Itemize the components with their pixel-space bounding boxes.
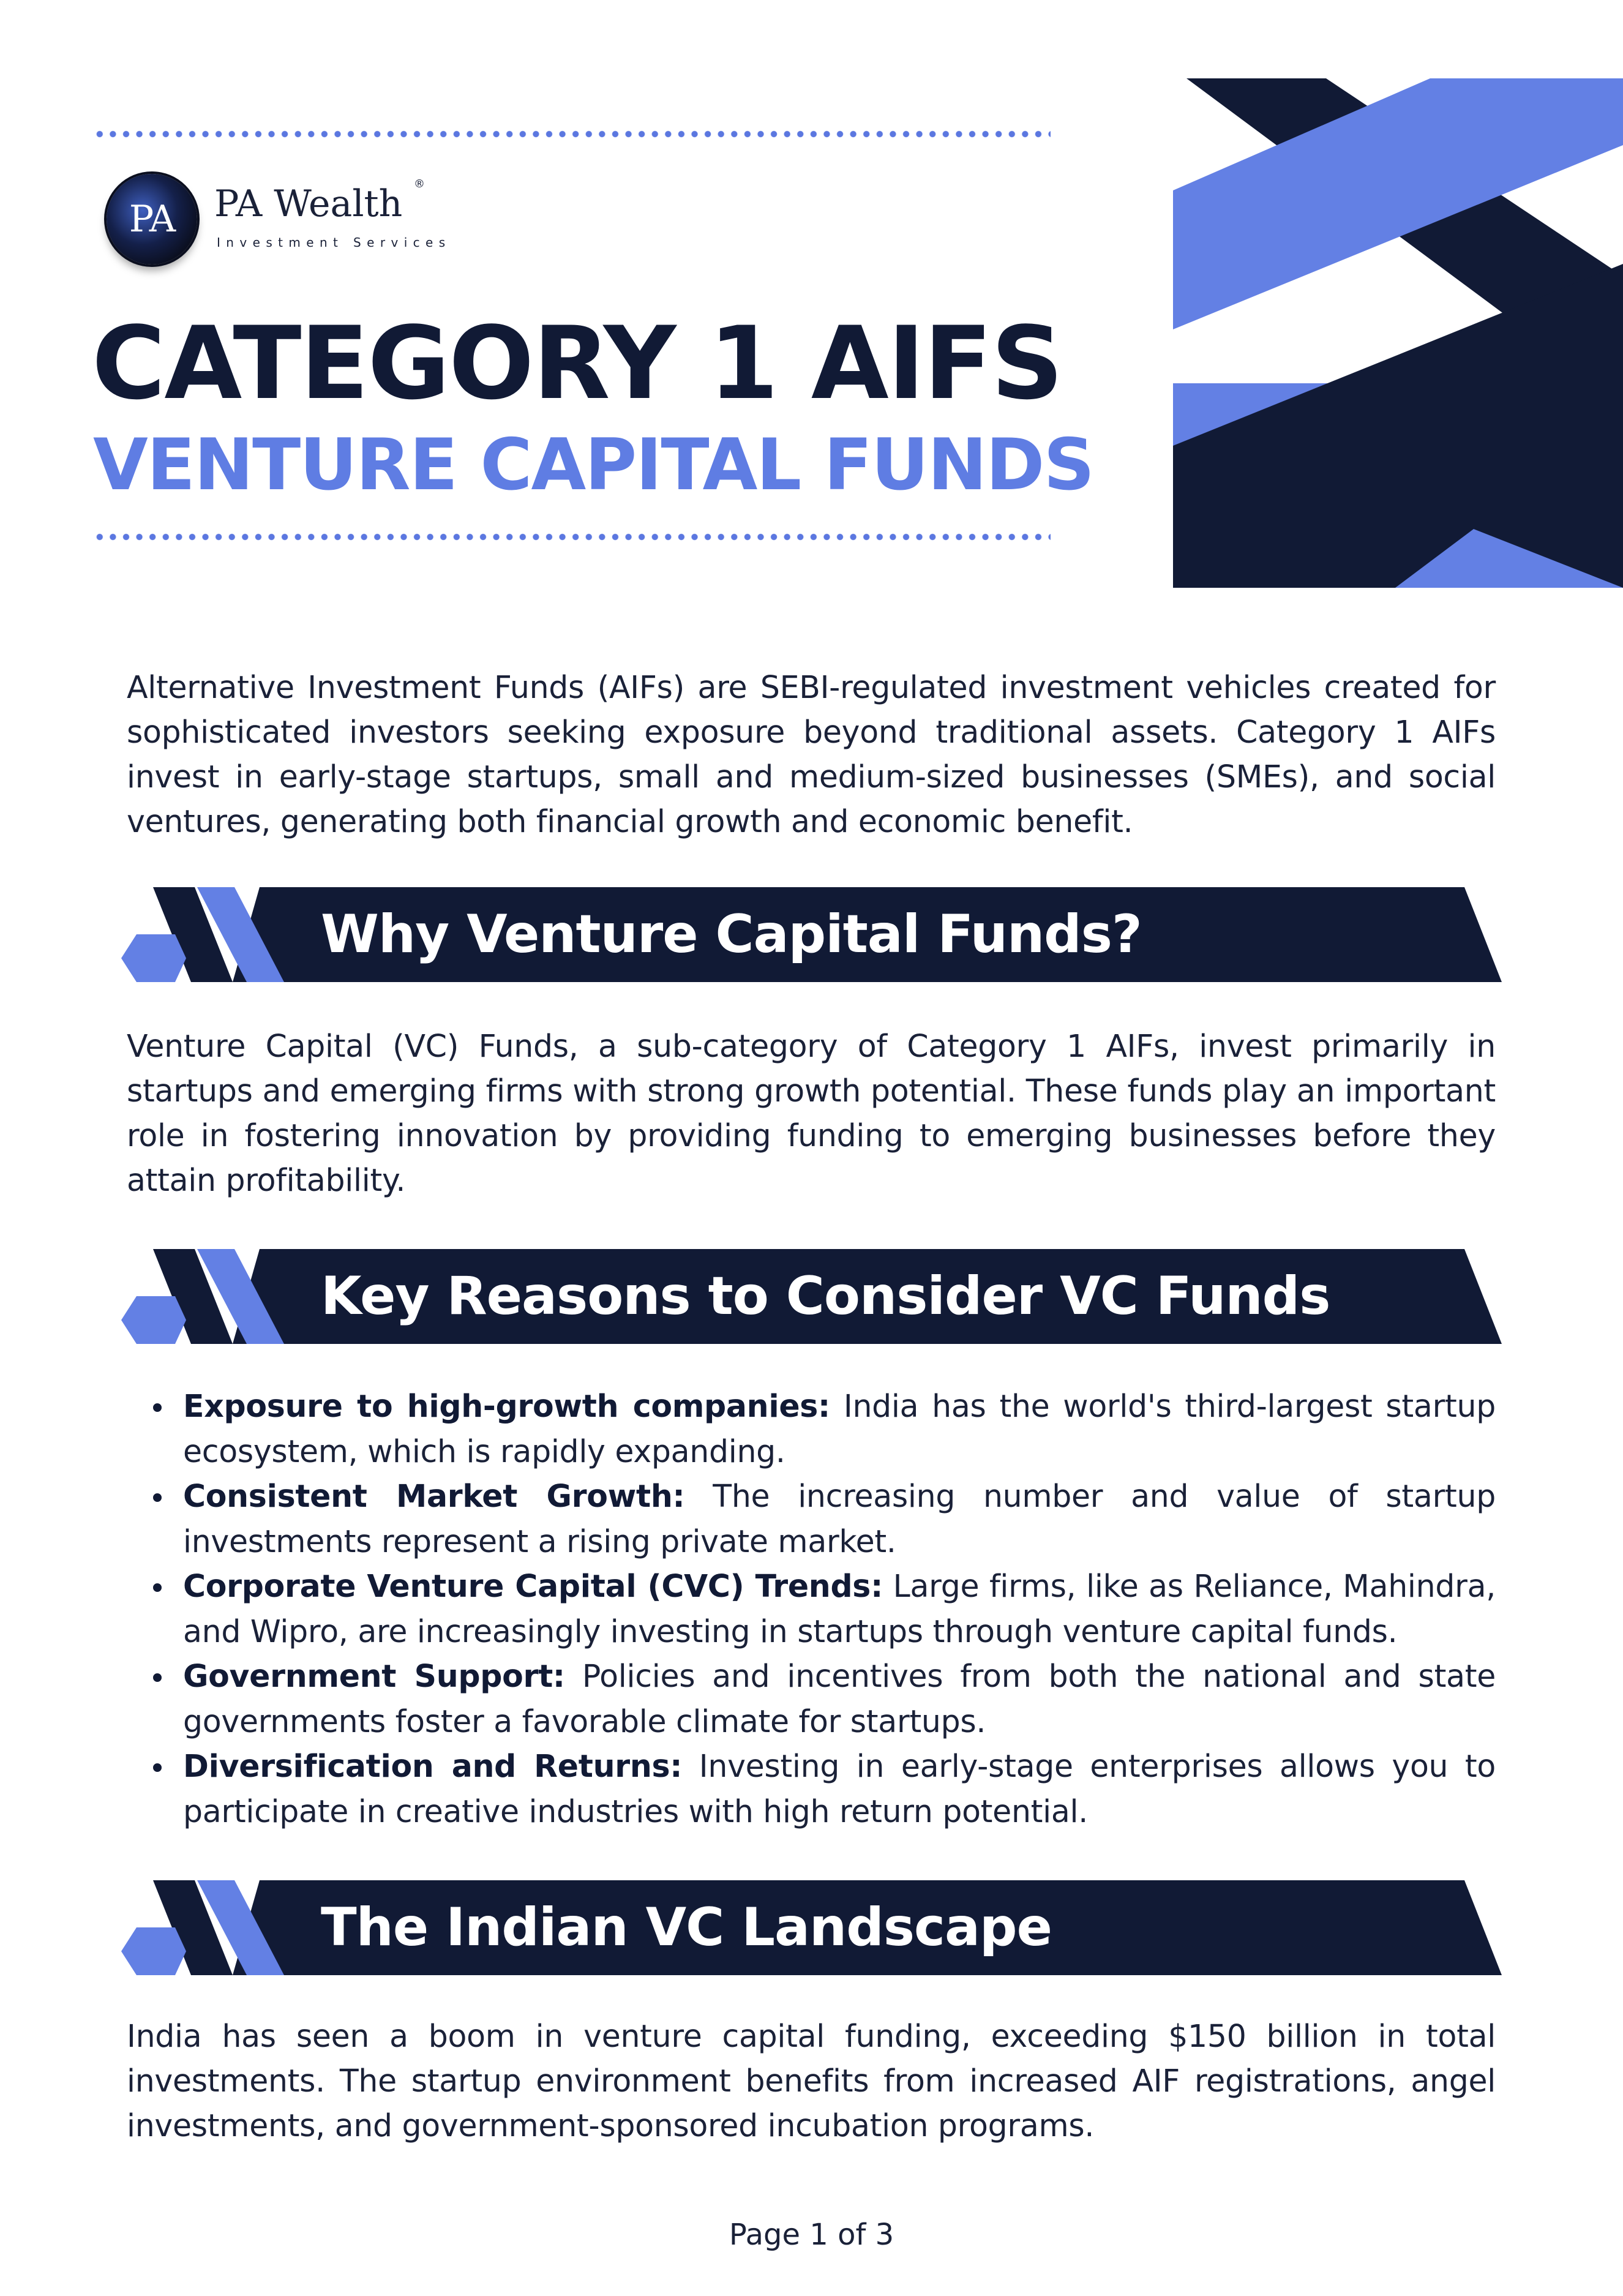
section-banner-reasons [121,1249,1502,1344]
bullet-icon [153,1493,162,1502]
section-banner-why [121,887,1502,982]
section-heading-landscape: The Indian VC Landscape [321,1897,1052,1958]
bullet-icon [153,1583,162,1592]
logo-emblem [107,174,197,264]
logo-mark-text: PA [129,198,175,241]
dotted-divider-top [93,130,1051,138]
logo-name: PA Wealth [214,182,403,225]
list-item-text: Investing in early-stage enterprises allows you to participate in creative industries with high return potential. [183,1748,1496,1829]
deco-navy-band-bottom [1173,264,1623,588]
list-item [141,1474,1496,1564]
section-heading-why: Why Venture Capital Funds? [321,904,1142,965]
list-item-label: Diversification and Returns: [183,1748,683,1784]
list-item [141,1654,1496,1744]
list-item [141,1564,1496,1654]
page-title: CATEGORY 1 AIFS [92,305,1062,422]
bullet-icon [153,1403,162,1412]
list-item-label: Exposure to high-growth companies: [183,1388,830,1424]
banner-hexagon-blue [121,1296,186,1344]
why-paragraph: Venture Capital (VC) Funds, a sub-category of Category 1 AIFs, invest primarily in startups and emerging firms with strong growth potential. These funds play an important role in fostering innovation by providing funding to emerging businesses before they attain profitability. [127,1028,1496,1198]
list-item-text: Large firms, like as Reliance, Mahindra, and Wipro, are increasingly investing in startups through venture capital funds. [183,1568,1496,1649]
section-heading-reasons: Key Reasons to Consider VC Funds [321,1266,1330,1327]
page-subtitle: VENTURE CAPITAL FUNDS [93,424,1093,506]
logo-tagline: Investment Services [217,235,451,250]
header-decoration [1173,78,1623,588]
bullet-icon [153,1673,162,1682]
bullet-icon [153,1763,162,1772]
banner-hexagon-blue [121,1927,186,1975]
intro-paragraph: Alternative Investment Funds (AIFs) are SEBI-regulated investment vehicles created for sophisticated investors seeking exposure beyond traditional assets. Category 1 AIFs invest in early-stage startups, small and medium-sized businesses (SMEs), and social ventures, generating both financial growth and economic benefit. [127,669,1496,839]
logo [107,174,451,272]
list-item-label: Consistent Market Growth: [183,1478,685,1514]
logo-registered-mark: ® [414,178,425,190]
reasons-list [141,1384,1496,1834]
list-item [141,1744,1496,1834]
page-number: Page 1 of 3 [729,2218,894,2252]
section-banner-landscape [121,1880,1502,1975]
list-item-text: Policies and incentives from both the national and state governments foster a favorable climate for startups. [183,1658,1496,1739]
list-item-text: India has the world's third-largest startup ecosystem, which is rapidly expanding. [183,1388,1496,1469]
landscape-paragraph: India has seen a boom in venture capital funding, exceeding $150 billion in total investments. The startup environment benefits from increased AIF registrations, angel investments, and government-sponsored incubation programs. [127,2018,1496,2144]
list-item [141,1384,1496,1474]
list-item-label: Corporate Venture Capital (CVC) Trends: [183,1568,883,1604]
list-item-text: The increasing number and value of startup investments represent a rising private market. [183,1478,1496,1559]
list-item-label: Government Support: [183,1658,565,1694]
dotted-divider-bottom [93,533,1051,541]
banner-hexagon-blue [121,934,186,982]
